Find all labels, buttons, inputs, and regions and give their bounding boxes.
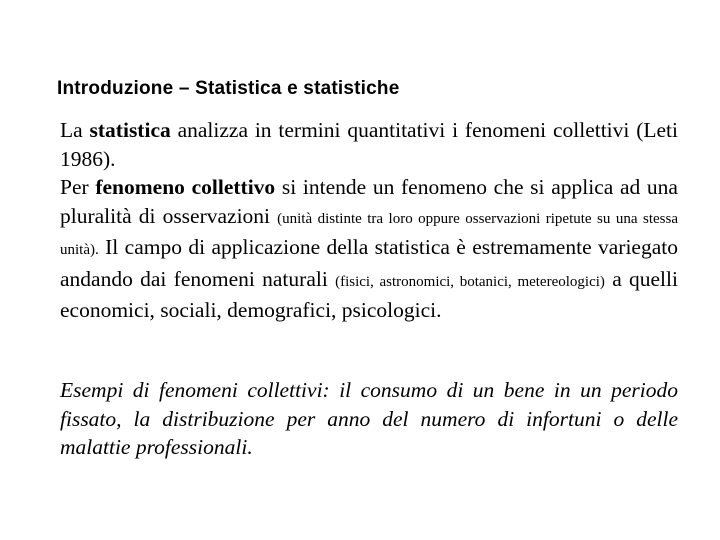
text-run: si intende un fenomeno che si applica ad una pluralità di osservazioni [60,175,678,228]
term-fenomeno-collettivo: fenomeno collettivo [95,175,276,199]
term-statistica: statistica [89,118,171,142]
text-run: Per [60,175,96,199]
slide-title: Introduzione – Statistica e statistiche [57,78,400,99]
examples-paragraph: Esempi di fenomeni collettivi: il consumo di un bene in un periodo fissato, la distribuzione per anno del numero di infortuni o delle malattie professionali. [60,378,678,459]
text-run: a quelli economici, sociali, demografici, psicologici. [60,266,678,322]
text-run: La [60,118,90,142]
note-observations: (unità distinte tra loro oppure osservazioni ripetute su una stessa unità). [60,210,678,258]
body-text [60,116,678,325]
text-run: Il campo di applicazione della statistica è estremamente variegato andando dai fenomeni naturali [60,235,678,291]
collective-phenomenon-paragraph [60,173,678,325]
note-natural-phenomena: (fisici, astronomici, botanici, metereologici) [335,273,605,290]
definition-paragraph [60,116,678,173]
text-run: analizza in termini quantitativi i fenomeni collettivi (Leti 1986). [60,118,678,171]
